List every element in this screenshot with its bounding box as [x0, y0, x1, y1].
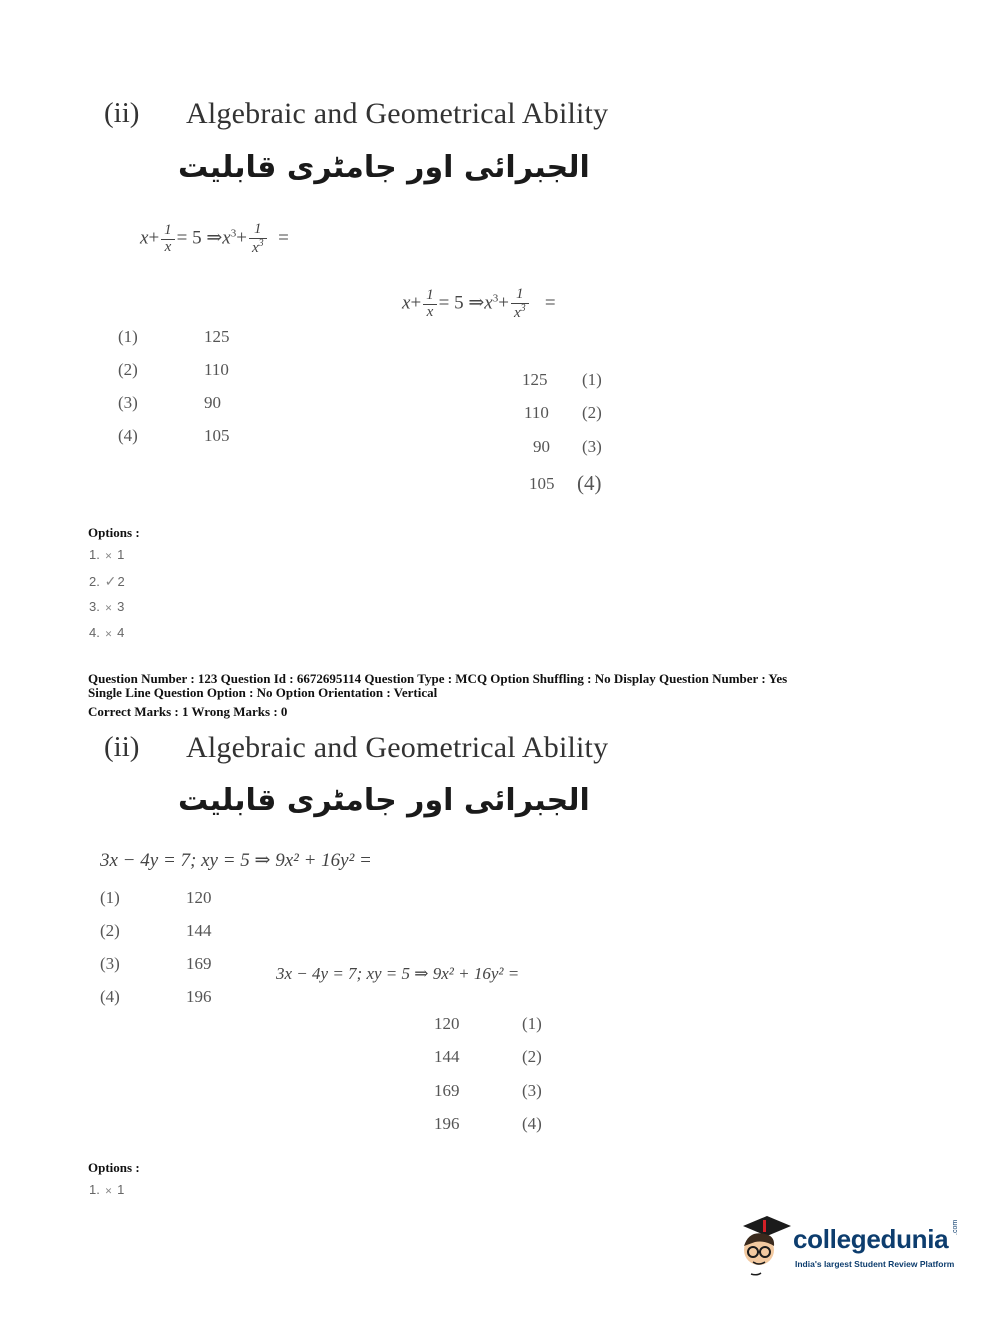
option-value: 196	[186, 987, 212, 1006]
brand-wordmark: collegedunia	[793, 1224, 949, 1254]
option-number: (4)	[118, 426, 138, 445]
section-title: Algebraic and Geometrical Ability	[186, 731, 609, 764]
choice-item[interactable]: 1. ✕ 1	[89, 1182, 125, 1197]
option-value: 110	[204, 360, 229, 379]
brand-tagline: India's largest Student Review Platform	[795, 1259, 955, 1269]
option-number: (2)	[100, 921, 120, 940]
choice-item[interactable]: 1. ✕ 1	[89, 547, 125, 562]
question-meta-line: Question Number : 123 Question Id : 6672695114 Question Type : MCQ Option Shuffling : No Display Question Number : Yes	[88, 671, 788, 686]
wrong-icon: ✕	[104, 629, 113, 639]
choice-item[interactable]: 4. ✕ 4	[89, 625, 125, 640]
option-value: 120	[434, 1014, 460, 1033]
option-value: 144	[434, 1047, 460, 1066]
option-value: 90	[533, 437, 550, 456]
option-number: (3)	[100, 954, 120, 973]
option-value: 196	[434, 1114, 460, 1133]
question-equation: 3x − 4y = 7; xy = 5 ⇒ 9x² + 16y² =	[100, 850, 372, 871]
option-number: (3)	[582, 437, 602, 456]
options-label: Options :	[88, 1160, 140, 1175]
option-value: 120	[186, 888, 212, 907]
option-value: 125	[204, 327, 230, 346]
question-meta-line: Single Line Question Option : No Option Orientation : Vertical	[88, 685, 438, 700]
option-value: 105	[529, 474, 555, 493]
urdu-section-title: الجبرائی اور جامٹری قابلیت	[178, 783, 590, 818]
question-equation-urdu: x+ $\frac{1}{x}$ = 5 $\Rightarrow x^3+$ $\frac{1}{x^3}$ =	[402, 286, 556, 321]
section-number: (ii)	[104, 731, 140, 763]
question-equation: x+ $\frac{1}{x}$ = 5 $\Rightarrow x^3+$ $\frac{1}{x^3}$ =	[140, 221, 289, 256]
option-value: 169	[186, 954, 212, 973]
options-label: Options :	[88, 525, 140, 540]
option-number: (1)	[582, 370, 602, 389]
wrong-icon: ✕	[104, 1186, 113, 1196]
wrong-icon: ✕	[104, 603, 113, 613]
option-number: (4)	[522, 1114, 542, 1133]
option-number: (2)	[582, 403, 602, 422]
wrong-icon: ✕	[104, 551, 113, 561]
option-number: (4)	[577, 471, 602, 495]
option-number: (3)	[522, 1081, 542, 1100]
choice-item[interactable]: 3. ✕ 3	[89, 599, 125, 614]
option-number: (1)	[118, 327, 138, 346]
graduate-mascot-icon	[735, 1212, 795, 1278]
question-marks-line: Correct Marks : 1 Wrong Marks : 0	[88, 704, 288, 719]
option-value: 110	[524, 403, 549, 422]
section-number: (ii)	[104, 97, 140, 129]
correct-check-icon: ✓	[104, 573, 117, 589]
urdu-section-title: الجبرائی اور جامٹری قابلیت	[178, 150, 590, 185]
section-title: Algebraic and Geometrical Ability	[186, 97, 609, 130]
option-number: (1)	[522, 1014, 542, 1033]
brand-domain: .com	[952, 1219, 959, 1235]
option-number: (2)	[522, 1047, 542, 1066]
option-value: 105	[204, 426, 230, 445]
question-equation-urdu: 3x − 4y = 7; xy = 5 ⇒ 9x² + 16y² =	[276, 964, 520, 983]
option-number: (2)	[118, 360, 138, 379]
option-value: 125	[522, 370, 548, 389]
option-number: (1)	[100, 888, 120, 907]
option-number: (3)	[118, 393, 138, 412]
choice-item[interactable]: 2. ✓2	[89, 573, 125, 589]
option-value: 144	[186, 921, 212, 940]
option-number: (4)	[100, 987, 120, 1006]
option-value: 169	[434, 1081, 460, 1100]
option-value: 90	[204, 393, 221, 412]
